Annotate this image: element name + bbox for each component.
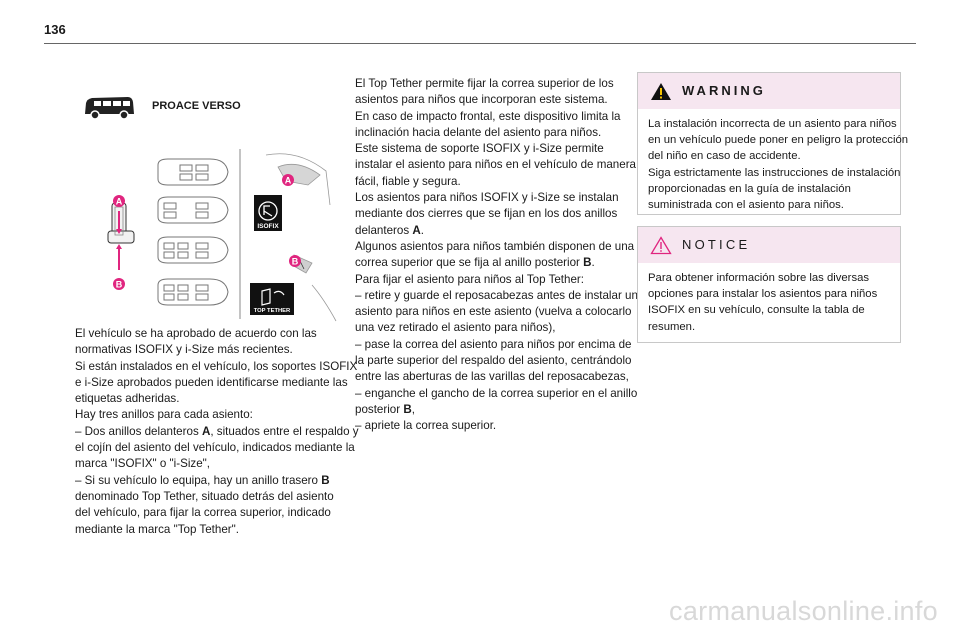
warning-header [638, 73, 900, 109]
top-tether-label: TOP TETHER [253, 308, 291, 314]
isofix-diagram [98, 145, 338, 325]
left-line-text: – Si su vehículo lo equipa, hay un anillo trasero [75, 473, 322, 487]
warning-title: WARNING [682, 83, 766, 98]
notice-line: opciones para instalar los asientos para niños [648, 288, 878, 301]
notice-title: NOTICE [682, 237, 751, 252]
isofix-label: ISOFIX [257, 223, 279, 230]
warning-line: del niño en caso de accidente. [648, 150, 801, 163]
middle-line: instalar el asiento para niños en el vehículo de manera [355, 158, 637, 172]
middle-line: Los asientos para niños ISOFIX y i-Size se instalan [355, 191, 619, 205]
notice-header [638, 227, 900, 263]
middle-line: asientos para niños que incorporan este sistema. [355, 93, 608, 107]
notice-body [638, 263, 900, 335]
notice-box [637, 226, 901, 343]
ring-a-ref: A [201, 424, 211, 438]
left-text-column [75, 326, 359, 538]
middle-line: El Top Tether permite fijar la correa superior de los [355, 77, 614, 90]
left-line: Hay tres anillos para cada asiento: [75, 408, 253, 422]
warning-line: Siga estrictamente las instrucciones de instalación [648, 166, 901, 179]
label-b-left: B [115, 279, 123, 290]
middle-line-text: delanteros [355, 223, 413, 237]
left-line: marca "ISOFIX" o "i-Size", [75, 457, 211, 471]
middle-line-tail: . [420, 223, 424, 237]
middle-line [355, 223, 623, 239]
notice-triangle-icon [650, 236, 672, 255]
middle-text-column [355, 76, 638, 435]
middle-line: asiento para niños en este asiento (vuelva a colocarlo [355, 305, 632, 319]
middle-line [355, 402, 623, 418]
model-name: PROACE VERSO [152, 100, 241, 112]
middle-line-tail: . [591, 256, 595, 270]
left-line: etiquetas adheridas. [75, 392, 180, 406]
warning-box [637, 72, 909, 215]
left-line: El vehículo se ha aprobado de acuerdo con las [75, 327, 317, 340]
label-a-right: A [284, 175, 292, 186]
middle-line: la parte superior del respaldo del asiento, centrándolo [355, 354, 632, 368]
middle-line: mediante dos cierres que se fijan en los dos anillos [355, 207, 618, 221]
left-line: e i-Size aprobados pueden identificarse mediante las [75, 375, 348, 389]
header-rule [44, 43, 916, 44]
middle-line: En caso de impacto frontal, este dispositivo limita la [355, 109, 621, 123]
left-line: Si están instalados en el vehículo, los soportes ISOFIX [75, 359, 358, 373]
middle-line: Este sistema de soporte ISOFIX y i-Size permite [355, 142, 604, 156]
left-line [75, 424, 359, 440]
left-line-text: – Dos anillos delanteros [75, 424, 202, 438]
left-line-tail: , situados entre el respaldo y [210, 424, 359, 438]
middle-line: – pase la correa del asiento para niños por encima de [355, 337, 632, 351]
label-a-left: A [115, 196, 123, 207]
middle-line: fácil, fiable y segura. [355, 174, 461, 188]
middle-line: – apriete la correa superior. [355, 419, 497, 433]
top-tether-sticker [250, 283, 294, 315]
seat-illustration [108, 203, 134, 270]
seating-layouts [158, 159, 228, 305]
warning-line: en un vehículo puede poner en peligro la protección [648, 134, 909, 147]
ring-b-ref: B [321, 473, 330, 487]
middle-line-text: correa superior que se fija al anillo posterior [355, 256, 584, 270]
isofix-sticker [254, 195, 282, 231]
middle-line: una vez retirado el asiento para niños), [355, 321, 556, 335]
left-line [75, 473, 345, 489]
warning-line: suministrada con el asiento para niños. [648, 199, 844, 212]
ring-a-ref: A [412, 223, 421, 237]
page-number: 136 [44, 22, 66, 37]
left-line: el cojín del asiento del vehículo, indicados mediante la [75, 441, 355, 455]
middle-line: entre las aberturas de las varillas del reposacabezas, [355, 370, 629, 384]
notice-line: ISOFIX en su vehículo, consulte la tabla de [648, 304, 865, 317]
warning-body [638, 109, 909, 213]
middle-line: – enganche el gancho de la correa superior en el anillo [355, 386, 638, 400]
middle-line: Para fijar el asiento para niños al Top Tether: [355, 272, 585, 286]
left-line: normativas ISOFIX y i-Size más recientes. [75, 343, 293, 357]
middle-line-text: posterior [355, 402, 404, 416]
warning-line: La instalación incorrecta de un asiento para niños [648, 118, 897, 130]
notice-line: resumen. [648, 320, 696, 333]
site-watermark: carmanualsonline.info [669, 596, 938, 626]
ring-b-ref: B [583, 256, 592, 270]
left-line: del vehículo, para fijar la correa superior, indicado [75, 506, 331, 520]
ring-b-ref: B [403, 402, 412, 416]
warning-triangle-icon [650, 82, 672, 101]
warning-line: proporcionadas en la guía de instalación [648, 182, 851, 195]
middle-line: – retire y guarde el reposacabezas antes de instalar un [355, 288, 638, 302]
middle-line: Algunos asientos para niños también disponen de una [355, 239, 635, 253]
middle-line-tail: , [411, 402, 415, 416]
notice-line: Para obtener información sobre las diversas [648, 272, 870, 284]
van-icon [82, 94, 136, 122]
label-b-right: B [291, 256, 299, 267]
middle-line [355, 255, 623, 271]
left-line: denominado Top Tether, situado detrás del asiento [75, 489, 334, 503]
middle-line: inclinación hacia delante del asiento para niños. [355, 125, 602, 139]
left-line: mediante la marca "Top Tether". [75, 522, 239, 536]
